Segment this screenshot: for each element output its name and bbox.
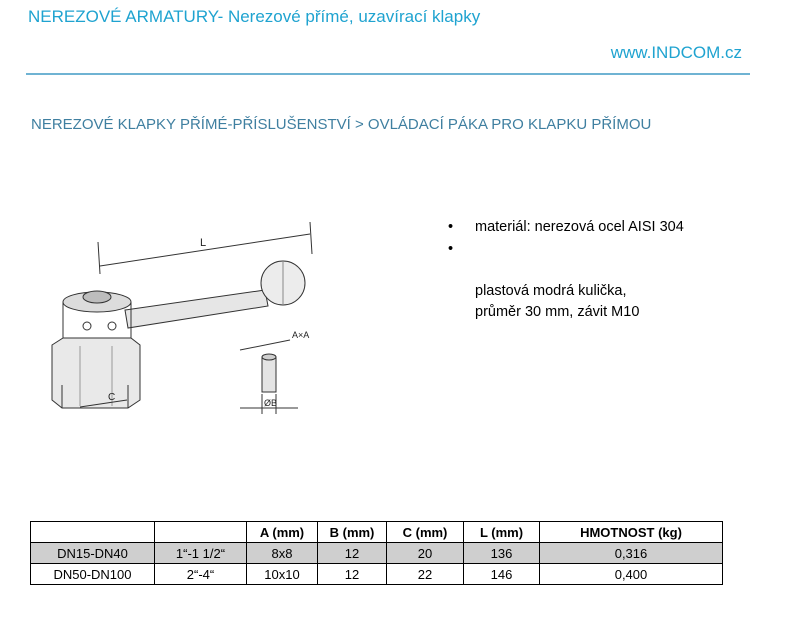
table-row — [31, 543, 723, 564]
header-cell: C (mm) — [387, 522, 464, 543]
table-header-row — [31, 522, 723, 543]
dimension-line-axa — [240, 340, 290, 350]
header-cell: A (mm) — [247, 522, 318, 543]
lever-bar — [125, 290, 268, 328]
table-cell: 136 — [464, 543, 540, 564]
bullet-icon: • — [448, 219, 454, 235]
table-cell: 12 — [318, 564, 387, 585]
table-cell: DN15-DN40 — [31, 543, 155, 564]
header-cell — [155, 522, 247, 543]
bullet-icon: • — [448, 241, 454, 257]
table-cell: 8x8 — [247, 543, 318, 564]
table-cell: 2“-4“ — [155, 564, 247, 585]
header-cell: L (mm) — [464, 522, 540, 543]
table-cell: DN50-DN100 — [31, 564, 155, 585]
feature-item — [448, 239, 684, 323]
table-cell: 0,400 — [540, 564, 723, 585]
feature-text: plastová modrá kulička, průměr 30 mm, závit M10 — [475, 283, 640, 320]
website-link[interactable]: www.INDCOM.cz — [610, 43, 742, 62]
table-cell: 20 — [387, 543, 464, 564]
hex-body — [52, 338, 140, 408]
table-cell: 12 — [318, 543, 387, 564]
lever-technical-drawing — [40, 210, 340, 430]
table-cell: 1“-1 1/2“ — [155, 543, 247, 564]
feature-list — [448, 217, 684, 324]
table-cell: 22 — [387, 564, 464, 585]
page-title: NEREZOVÉ ARMATURY- Nerezové přímé, uzavírací klapky — [28, 7, 481, 26]
header-divider — [26, 73, 750, 75]
label-axa: A×A — [292, 330, 310, 340]
table-row — [31, 564, 723, 585]
label-l: L — [200, 237, 207, 249]
adaptor-part — [262, 357, 276, 392]
feature-item — [448, 217, 684, 238]
feature-text: materiál: nerezová ocel AISI 304 — [475, 219, 684, 235]
header-cell — [31, 522, 155, 543]
label-ob: ØB — [264, 398, 278, 408]
header-cell: HMOTNOST (kg) — [540, 522, 723, 543]
table-cell: 10x10 — [247, 564, 318, 585]
table-cell: 146 — [464, 564, 540, 585]
breadcrumb: NEREZOVÉ KLAPKY PŘÍMÉ-PŘÍSLUŠENSTVÍ > OVLÁDACÍ PÁKA PRO KLAPKU PŘÍMOU — [31, 116, 652, 133]
label-c: C — [108, 392, 116, 403]
header-cell: B (mm) — [318, 522, 387, 543]
spec-table — [30, 521, 723, 585]
table-cell: 0,316 — [540, 543, 723, 564]
